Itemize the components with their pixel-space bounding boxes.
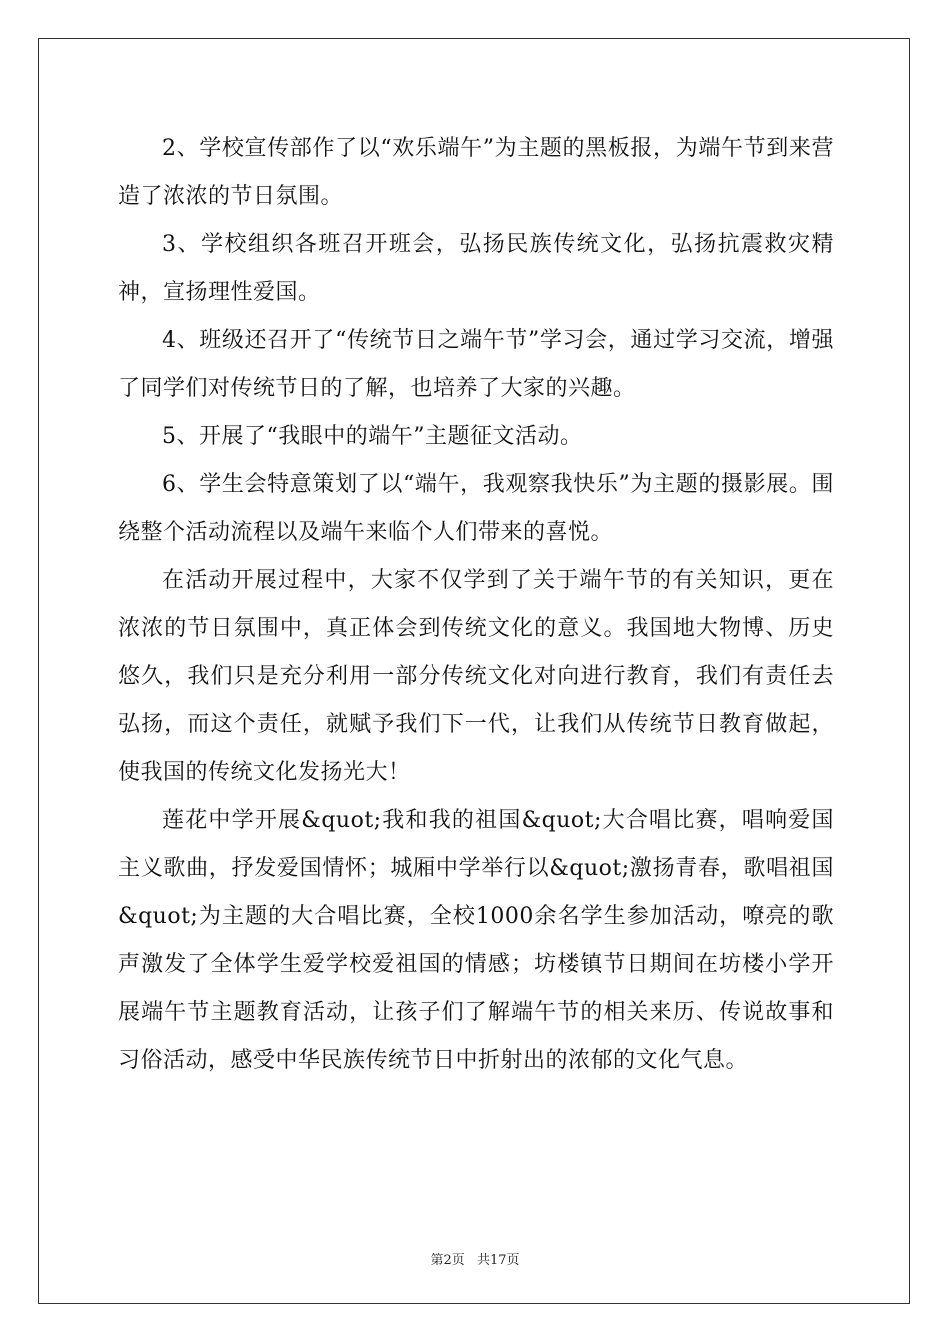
document-body (118, 125, 834, 1085)
paragraph-item-3: 3、学校组织各班召开班会，弘扬民族传统文化，弘扬抗震救灾精神，宣扬理性爱国。 (118, 232, 834, 305)
page-number: 第2页 (430, 1253, 465, 1268)
paragraph-summary: 在活动开展过程中，大家不仅学到了关于端午节的有关知识，更在浓浓的节日氛围中，真正体会到传统文化的意义。我国地大物博、历史悠久，我们只是充分利用一部分传统文化对向进行教育，我们有责任去弘扬，而这个责任，就赋予我们下一代，让我们从传统节日教育做起，使我国的传统文化发扬光大！ (118, 568, 834, 785)
paragraph-item-6: 6、学生会特意策划了以“端午，我观察我快乐”为主题的摄影展。围绕整个活动流程以及端午来临个人们带来的喜悦。 (118, 472, 834, 545)
page-footer (0, 1249, 950, 1268)
page-total: 共17页 (476, 1253, 520, 1268)
paragraph-item-4: 4、班级还召开了“传统节日之端午节”学习会，通过学习交流，增强了同学们对传统节日的了解，也培养了大家的兴趣。 (118, 328, 834, 401)
paragraph-item-5: 5、开展了“我眼中的端午”主题征文活动。 (162, 424, 583, 449)
paragraph-schools: 莲花中学开展&quot;我和我的祖国&quot;大合唱比赛，唱响爱国主义歌曲，抒发爱国情怀；城厢中学举行以&quot;激扬青春，歌唱祖国&quot;为主题的大合唱比赛，全校1000余名学生参加活动，嘹亮的歌声激发了全体学生爱学校爱祖国的情感；坊楼镇节日期间在坊楼小学开展端午节主题教育活动，让孩子们了解端午节的相关来历、传说故事和习俗活动，感受中华民族传统节日中折射出的浓郁的文化气息。 (118, 808, 834, 1073)
paragraph-item-2: 2、学校宣传部作了以“欢乐端午”为主题的黑板报，为端午节到来营造了浓浓的节日氛围。 (118, 136, 834, 209)
